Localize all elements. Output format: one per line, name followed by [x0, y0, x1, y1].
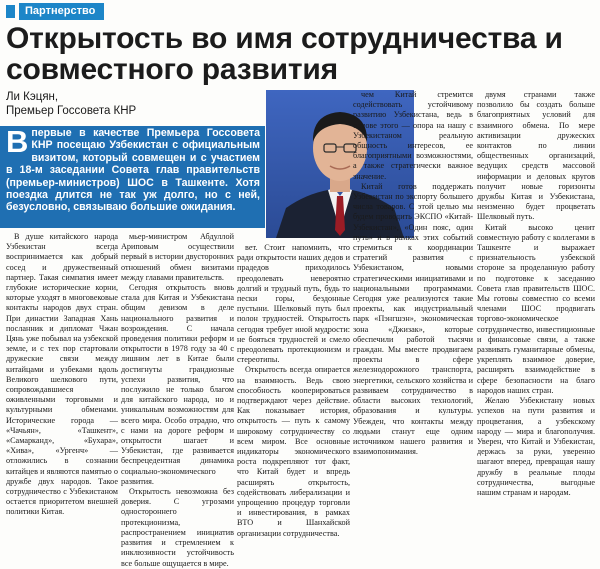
lead-dropcap: В — [6, 124, 29, 159]
text-column-3 — [237, 243, 350, 539]
column-paragraph: Открытость всегда опирается на взаимность. Ведь свою способность кооперироваться подтверждают через действие. Как показывает история, открытость — путь к самому широкому сотрудничеству со всем миром. Все основные индикаторы экономического роста подкрепляют тот факт, что Китай будет и впредь расширять открытость, содействовать либерализации и упрощению процедур торговли и инвестирования, в рамках ВТО и Шанхайской организации сотрудничества. — [237, 365, 350, 538]
lead-paragraph — [6, 124, 260, 214]
column-paragraph: двумя странами также позволило бы создать больше благоприятных условий для взаимного обмена. По мере активизации дружеских контактов по линии общественных организаций, ведущих средств массовой информации и деловых кругов получит новые горизонты дружбы Китая и Узбекистана, неизменно будет процветать Шелковый путь. — [477, 90, 595, 222]
column-paragraph: чем Китай стремится содействовать устойчивому развитию Узбекистана, ведь в основе этого — опора на нашу с Узбекистаном реальную общность интересов, ее благоприятными возможностями, а также стратегически важное значение. — [353, 90, 473, 181]
column-paragraph: Желаю Узбекистану новых успехов на пути развития и процветания, а узбекскому народу — мира и благополучия. Уверен, что Китай и Узбекистан, держась за руки, уверенно шагают вперед, превращая нашу дружбу в реальные плоды сотрудничества, выгодные нашим странам и народам. — [477, 396, 595, 497]
text-column-4 — [353, 90, 473, 457]
column-paragraph: Китай высоко ценит совместную работу с коллегами в Ташкенте и выражает признательность узбекской стороне за проделанную работу по подготовке к заседанию Совета глав правительств ШОС. Мы готовы совместно со всеми членами ШОС продвигать торгово-экономическое сотрудничество, инвестиционные и финансовые связи, а также развивать гуманитарные обмены, укреплять взаимное доверие, расширять взаимодействие в сфере безопасности на благо народов наших стран. — [477, 222, 595, 395]
rubric-text: Партнерство — [19, 3, 104, 20]
column-paragraph: мьер-министром Абдуллой Ариповым осуществили первый в истории двусторонних отношений обмен визитами между главами правительств. — [121, 232, 234, 282]
rubric-label — [6, 3, 104, 20]
text-column-2 — [121, 232, 234, 569]
column-paragraph: Открытость невозможна без доверия. С угрозами одностороннего протекционизма, распространением инициатив развития и стремлением к инклюзивности устойчивость все больше ощущается в мире. — [121, 487, 234, 568]
column-paragraph: Китай готов поддержать Узбекистан по экспорту большего числа товаров. С этой целью мы будем проводить ЭКСПО «Китай-Узбекистан», «Один пояс, один путь» и в рамках этих событий стремиться к координации стратегий развития с Узбекистаном, новыми стратегическими инициативами и национальными программами. Сегодня уже реализуются такие проекты, как индустриальный парк «Пэнгшэн», экономическая зона «Джизак», которые обеспечили работой тысячи граждан. Мы вместе продвигаем проекты в сфере железнодорожного транспорта, энергетики, сельского хозяйства и развиваем сотрудничество в области высоких технологий, образования и культуры. Убежден, что контакты между людьми станут еще одним источником нашего развития и взаимопонимания. — [353, 181, 473, 457]
text-column-1 — [6, 232, 118, 518]
lead-text: первые в качестве Премьера Госсовета КНР посещаю Узбекистан с официальным визитом, который совмещен и с участием в 18-м заседании Совета глав правительств (премьер-министров) ШОС в Ташкенте. Хотя поездка длится не так уж долго, но с ней, безусловно, связываю большие ожидания. — [6, 127, 260, 214]
column-paragraph: вет. Стоит напомнить, что ради открытости наших дедов и прадедов приходилось преодолевать невероятно долгий и трудный путь, будь то пески горы, бездонные пустыни. Шелковый путь был полон трудностей. Открытость сегодня требует иной мудрости: не бояться трудностей и смело преодолевать протекционизм и стереотипы. — [237, 243, 350, 365]
author-position: Премьер Госсовета КНР — [6, 105, 137, 117]
column-paragraph: В душе китайского народа Узбекистан всегда воспринимается как добрый сосед и дружественный партнер. Такая симпатия имеет глубокие исторические корни, которые уходят в многовековые контакты народов двух стран. При династии Западная Хань посланник и дипломат Чжан Цянь уже побывал на узбекской земле, и с тех пор стартовали дружеские связи между китайцами и узбеками вдоль Великого шелкового пути, сопровождавшиеся оживленными торговыми и культурными обменами. Исторические города — «Чачьян», «Ташкент», «Самарканд», «Бухара», «Хива», «Ургенч» — отложились в сознании китайцев и являются памятью о дружбе двух народов. Такое сотрудничество с Узбекистаном остается приоритетом внешней политики Китая. — [6, 232, 118, 517]
text-column-5 — [477, 90, 595, 498]
column-paragraph: Сегодня открытость вновь стала для Китая и Узбекистана общим девизом в деле национального развития и возрождения. С начала проведения политики реформ и открытости в 1978 году за 40 с лишним лет в Китае были достигнуты грандиозные успехи развития, что послужило не только благом для китайского народа, но и уникальным возможностям для всего мира. Особо отрадно, что с нами на дороге реформ и открытости шагает и Узбекистан, где развивается беспрецедентная динамика социально-экономического развития. — [121, 283, 234, 486]
author-name: Ли Кэцян, — [6, 91, 59, 103]
article-headline: Открытость во имя сотрудничества и совместного развития — [6, 22, 563, 86]
author-block — [6, 90, 136, 118]
rubric-marker — [6, 5, 15, 18]
